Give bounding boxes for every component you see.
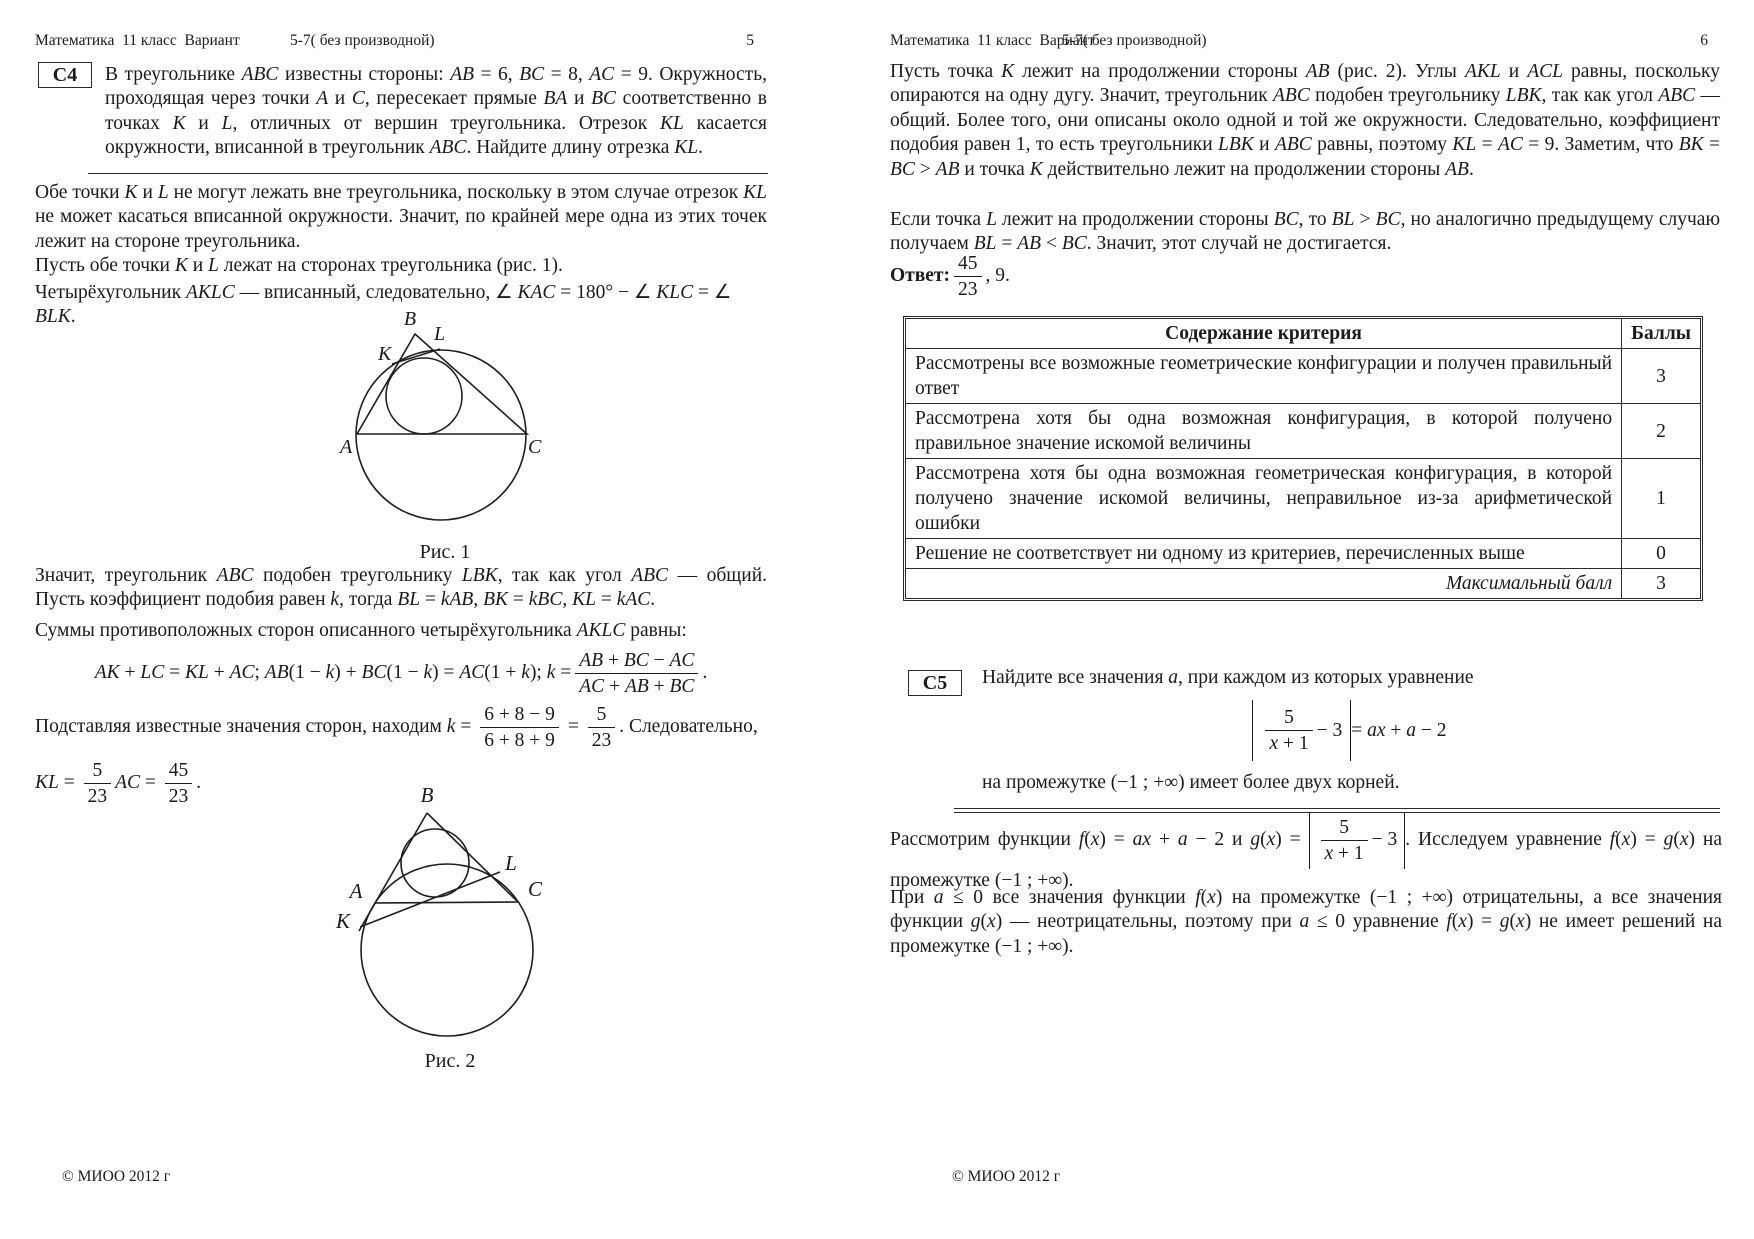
- denominator: AC + AB + BC: [579, 675, 695, 697]
- abs-expression: [1252, 700, 1351, 761]
- formula-segment: .: [702, 662, 708, 683]
- criteria-cell: Решение не соответствует ни одному из критериев, перечисленных выше: [906, 539, 1622, 569]
- problem-box-c5: С5: [908, 670, 962, 696]
- solution-paragraph: Пусть обе точки K и L лежат на сторонах треугольника (рис. 1).: [35, 255, 563, 276]
- vertex-label-l: L: [434, 323, 446, 345]
- numerator: 6 + 8 − 9: [480, 703, 559, 728]
- figure-caption: Рис. 2: [424, 1050, 476, 1072]
- solution-paragraph: Если точка L лежит на продолжении стороны BC, то BL > BC, но аналогично предыдущему случаю получаем BL = AB < BC. Значит, этот случай не достигается.: [890, 209, 1721, 255]
- page-number: 6: [1700, 32, 1708, 49]
- abs-expression: [1309, 812, 1406, 869]
- denominator: 23: [168, 786, 189, 807]
- side-ac: [375, 902, 518, 903]
- fraction: [480, 703, 559, 752]
- criteria-cell: Рассмотрена хотя бы одна возможная геометрическая конфигурация, в которой получено значение искомой величины, неправильное из-за арифметической ошибки: [906, 459, 1622, 539]
- score-cell: 3: [1622, 349, 1701, 404]
- solution-paragraph: Суммы противоположных сторон описанного четырёхугольника AKLC равны:: [35, 620, 687, 641]
- figure-1: [330, 307, 560, 539]
- table-header-row: [906, 319, 1701, 349]
- formula-segment: − 3: [1316, 719, 1343, 741]
- solution-paragraph: Пусть точка K лежит на продолжении стороны AB (рис. 2). Углы AKL и ACL равны, поскольку опираются на одну дугу. Значит, треугольник ABC подобен треугольнику LBK, так как угол ABC — общий. Более того, они описаны около одной и той же окружности. Следовательно, коэффициент подобия равен 1, то есть треугольники LBK и ABC равны, поэтому KL = AC = 9. Заметим, что BK = BC > AB и точка K действительно лежит на продолжении стороны AB.: [890, 61, 1721, 180]
- table-header-criteria: Содержание критерия: [906, 319, 1622, 349]
- figure-caption: Рис. 1: [419, 541, 471, 563]
- criteria-cell: Рассмотрена хотя бы одна возможная конфигурация, в которой получено правильное значение искомой величины: [906, 404, 1622, 459]
- solution-paragraph: Четырёхугольник AKLC — вписанный, следовательно, ∠ KAC = 180° − ∠ KLC = ∠ BLK.: [35, 282, 732, 328]
- formula-segment: =: [562, 715, 584, 737]
- denominator: 6 + 8 + 9: [484, 730, 555, 751]
- formula-segment: .: [196, 771, 202, 793]
- table-header-score: Баллы: [1622, 319, 1701, 349]
- solution-paragraph: Значит, треугольник ABC подобен треугольнику LBK, так как угол ABC — общий. Пусть коэффициент подобия равен k, тогда BL = kAB, BK = kBC, KL = kAC.: [35, 565, 768, 611]
- score-cell: 0: [1622, 539, 1701, 569]
- vertex-label-c: C: [527, 877, 543, 901]
- formula-segment: . Следовательно,: [619, 715, 758, 737]
- fraction: [588, 703, 616, 752]
- table-row: [906, 539, 1701, 569]
- problem-block-c5: [890, 666, 1720, 796]
- solution-paragraph: При a ≤ 0 все значения функции f(x) на промежутке (−1 ; +∞) отрицательны, а все значения функции g(x) — неотрицательны, поэтому при a ≤ 0 уравнение f(x) = g(x) не имеет решений на промежутке (−1 ; +∞).: [890, 887, 1723, 957]
- answer-line: [890, 252, 1490, 301]
- numerator: 5: [1321, 816, 1368, 841]
- fraction: [1321, 816, 1368, 865]
- solution-paragraph: [890, 812, 1722, 893]
- solution-paragraph: Обе точки K и L не могут лежать вне треугольника, поскольку в этом случае отрезок KL не может касаться вписанной окружности. Значит, по крайней мере одна из этих точек лежит на стороне треугольника.: [35, 182, 767, 252]
- numerator: AB + BC − AC: [575, 649, 698, 674]
- formula-segment: . Исследуем уравнение f(x) = g(x) на промежутке (−1 ; +∞).: [890, 828, 1722, 891]
- formula-segment: AK + LC = KL + AC; AB(1 − k) + BC(1 − k) = AC(1 + k); k =: [94, 662, 572, 683]
- max-score-row: [906, 569, 1701, 599]
- vertex-label-l: L: [505, 851, 517, 875]
- problem-statement-c5-outro: на промежутке (−1 ; +∞) имеет более двух корней.: [982, 772, 1400, 794]
- numerator: 5: [588, 703, 616, 728]
- footer-copyright: © МИОО 2012 г: [62, 1168, 171, 1185]
- formula-segment: Подставляя известные значения сторон, находим k =: [35, 715, 477, 737]
- vertex-label-a: A: [349, 879, 363, 903]
- page-header-right: [890, 32, 1718, 52]
- formula-segment: KL =: [35, 771, 80, 793]
- segment-kl: [392, 349, 440, 364]
- answer-fraction: [954, 252, 982, 301]
- vertex-label-k: K: [378, 343, 392, 365]
- fraction: [575, 649, 698, 698]
- formula-segment: − 3: [1371, 829, 1398, 851]
- vertex-label-k: K: [335, 909, 351, 933]
- segment-kl: [360, 872, 500, 927]
- problem-statement-c4: В треугольнике ABC известны стороны: AB = 6, BC = 8, AC = 9. Окружность, проходящая через точки A и C, пересекает прямые BA и BC соответственно в точках K и L, отличных от вершин треугольника. Отрезок KL касается окружности, вписанной в треугольник ABC. Найдите длину отрезка KL.: [105, 64, 768, 159]
- vertex-label-a: A: [340, 436, 353, 458]
- numerator: 5: [1265, 706, 1312, 731]
- table-row: [906, 459, 1701, 539]
- circumcircle: [361, 864, 533, 1036]
- answer-label: Ответ:: [890, 264, 951, 286]
- circumcircle: [356, 350, 526, 520]
- header-variant: 5-7( без производной): [1062, 32, 1207, 49]
- formula-segment: AC =: [115, 771, 161, 793]
- denominator: 23: [87, 786, 108, 807]
- footer-copyright: © МИОО 2012 г: [952, 1168, 1061, 1185]
- vertex-label-b: B: [420, 788, 434, 807]
- incircle: [386, 358, 462, 434]
- display-formula: [35, 643, 767, 703]
- formula-segment: Рассмотрим функции f(x) = ax + a − 2 и g(x) =: [890, 828, 1309, 850]
- vertex-label-b: B: [403, 308, 417, 330]
- numerator: 45: [954, 252, 982, 277]
- figure-2: [330, 788, 570, 1050]
- solution-line: [35, 703, 770, 752]
- statement-divider: [88, 173, 768, 174]
- fraction: [165, 759, 193, 808]
- numerator: 5: [84, 759, 112, 784]
- score-cell: 2: [1622, 404, 1701, 459]
- table-row: [906, 404, 1701, 459]
- header-title: Математика 11 класс Вариант: [35, 32, 240, 49]
- answer-extra: , 9.: [985, 264, 1010, 286]
- score-cell: 1: [1622, 459, 1701, 539]
- max-score-value: 3: [1622, 569, 1701, 599]
- numerator: 45: [165, 759, 193, 784]
- max-score-label: Максимальный балл: [906, 569, 1622, 599]
- criteria-cell: Рассмотрены все возможные геометрические конфигурации и получен правильный ответ: [906, 349, 1622, 404]
- display-formula: [982, 700, 1717, 761]
- header-variant: 5-7( без производной): [290, 32, 435, 49]
- fraction: [1265, 706, 1312, 755]
- denominator: x + 1: [1324, 843, 1364, 864]
- vertex-label-c: C: [528, 436, 542, 458]
- problem-statement-c5: Найдите все значения a, при каждом из которых уравнение: [982, 667, 1474, 688]
- formula-segment: = ax + a − 2: [1351, 719, 1447, 741]
- denominator: 23: [958, 279, 978, 300]
- table-row: [906, 349, 1701, 404]
- page-number: 5: [746, 32, 754, 49]
- page-header-left: [35, 32, 770, 52]
- header-title: Математика 11 класс Вариант: [890, 32, 1095, 49]
- criteria-table: [903, 316, 1703, 601]
- denominator: 23: [591, 730, 612, 751]
- problem-box-c4: С4: [38, 62, 92, 88]
- fraction: [84, 759, 112, 808]
- denominator: x + 1: [1269, 733, 1309, 755]
